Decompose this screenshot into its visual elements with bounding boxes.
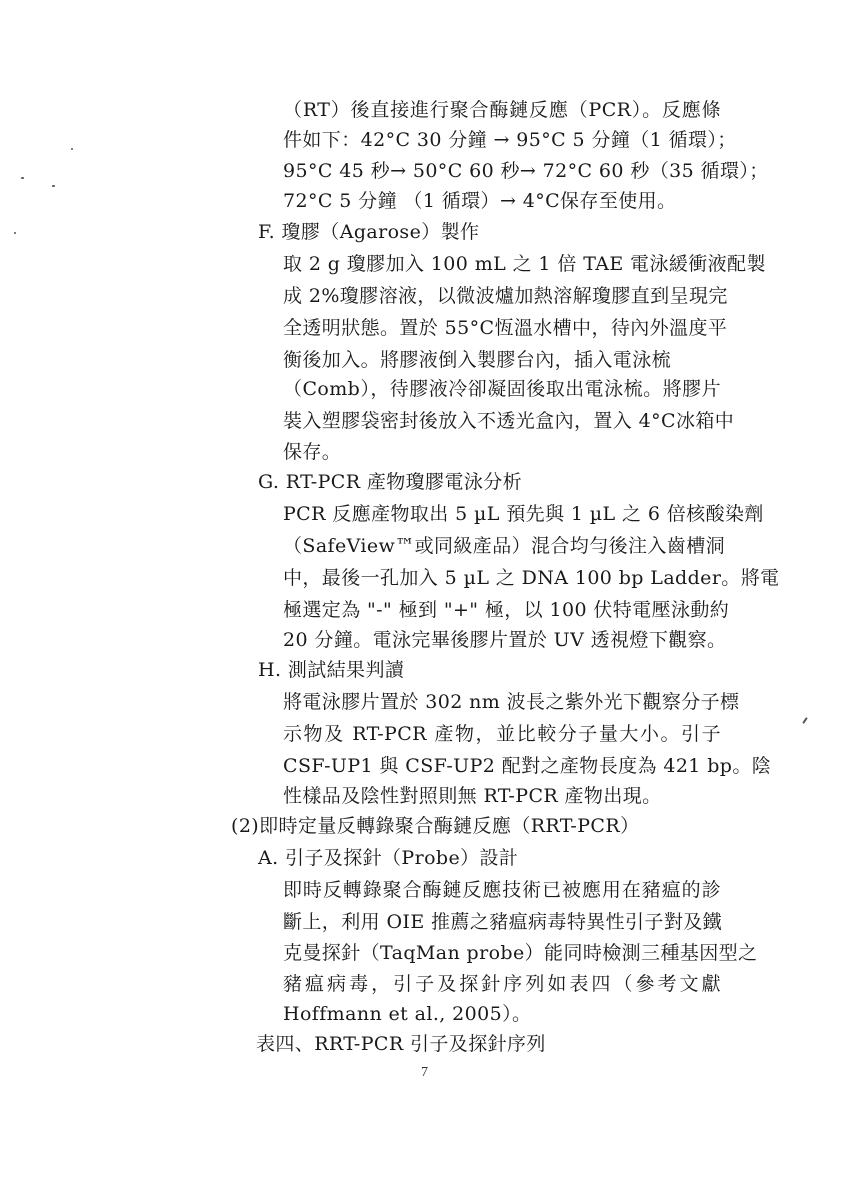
paragraph-g-line-4: 極選定為 "-" 極到 "+" 極，以 100 伏特電壓泳動約 bbox=[283, 599, 730, 621]
paragraph-g-line-1: PCR 反應產物取出 5 µL 預先與 1 µL 之 6 倍核酸染劑 bbox=[283, 503, 764, 525]
paragraph-f-line-1: 取 2 g 瓊膠加入 100 mL 之 1 倍 TAE 電泳緩衝液配製 bbox=[283, 253, 766, 275]
scan-speck bbox=[14, 232, 16, 234]
paragraph-g-line-2: （SafeView™或同級產品）混合均勻後注入齒槽洞 bbox=[283, 535, 725, 557]
paragraph-f-line-2: 成 2%瓊膠溶液，以微波爐加熱溶解瓊膠直到呈現完 bbox=[283, 285, 728, 307]
scan-speck bbox=[21, 177, 24, 179]
paragraph-f-line-5: （Comb），待膠液冷卻凝固後取出電泳梳。將膠片 bbox=[283, 378, 721, 400]
paragraph-g-line-5: 20 分鐘。電泳完畢後膠片置於 UV 透視燈下觀察。 bbox=[283, 629, 727, 651]
paragraph-a-line-5: Hoffmann et al., 2005）。 bbox=[283, 1003, 532, 1025]
paragraph-h-line-4: 性樣品及陰性對照則無 RT-PCR 產物出現。 bbox=[283, 785, 662, 807]
section-2-title: (2)即時定量反轉錄聚合酶鏈反應（RRT-PCR） bbox=[231, 815, 640, 837]
paragraph-g-line-3: 中，最後一孔加入 5 µL 之 DNA 100 bp Ladder。將電 bbox=[283, 567, 780, 589]
paragraph-e-line-3: 95°C 45 秒→ 50°C 60 秒→ 72°C 60 秒（35 循環）； bbox=[283, 160, 769, 182]
paragraph-f-line-3: 全透明狀態。置於 55°C恆溫水槽中，待內外溫度平 bbox=[283, 317, 728, 339]
paragraph-f-line-4: 衡後加入。將膠液倒入製膠台內，插入電泳梳 bbox=[283, 349, 672, 371]
paragraph-f-line-7: 保存。 bbox=[283, 441, 342, 463]
paragraph-e-line-2: 件如下：42°C 30 分鐘 → 95°C 5 分鐘（1 循環）； bbox=[283, 129, 737, 151]
table-caption: 表四、RRT-PCR 引子及探針序列 bbox=[256, 1033, 546, 1055]
scan-speck bbox=[802, 717, 808, 724]
paragraph-f-line-6: 裝入塑膠袋密封後放入不透光盒內，置入 4°C冰箱中 bbox=[283, 410, 735, 432]
page-number: 7 bbox=[421, 1065, 428, 1080]
heading-g: G. RT-PCR 產物瓊膠電泳分析 bbox=[258, 471, 523, 493]
paragraph-h-line-2: 示物及 RT-PCR 產物，並比較分子量大小。引子 bbox=[283, 723, 721, 745]
paragraph-a-line-1: 即時反轉錄聚合酶鏈反應技術已被應用在豬瘟的診 bbox=[283, 879, 721, 901]
paragraph-a-line-3: 克曼探針（TaqMan probe）能同時檢測三種基因型之 bbox=[283, 942, 758, 964]
paragraph-h-line-1: 將電泳膠片置於 302 nm 波長之紫外光下觀察分子標 bbox=[283, 691, 740, 713]
scan-speck bbox=[71, 148, 73, 150]
paragraph-e-line-1: （RT）後直接進行聚合酶鏈反應（PCR）。反應條 bbox=[283, 99, 721, 121]
paragraph-e-line-4: 72°C 5 分鐘 （1 循環）→ 4°C保存至使用。 bbox=[283, 190, 677, 212]
heading-h: H. 測試結果判讀 bbox=[258, 659, 405, 681]
paragraph-a-line-4: 豬瘟病毒，引子及探針序列如表四（參考文獻 bbox=[283, 973, 721, 995]
heading-f: F. 瓊膠（Agarose）製作 bbox=[258, 221, 480, 243]
paragraph-h-line-3: CSF-UP1 與 CSF-UP2 配對之產物長度為 421 bp。陰 bbox=[283, 755, 772, 777]
paragraph-a-line-2: 斷上，利用 OIE 推薦之豬瘟病毒特異性引子對及鐵 bbox=[283, 911, 723, 933]
heading-a: A. 引子及探針（Probe）設計 bbox=[258, 847, 519, 869]
scan-speck bbox=[52, 185, 55, 187]
